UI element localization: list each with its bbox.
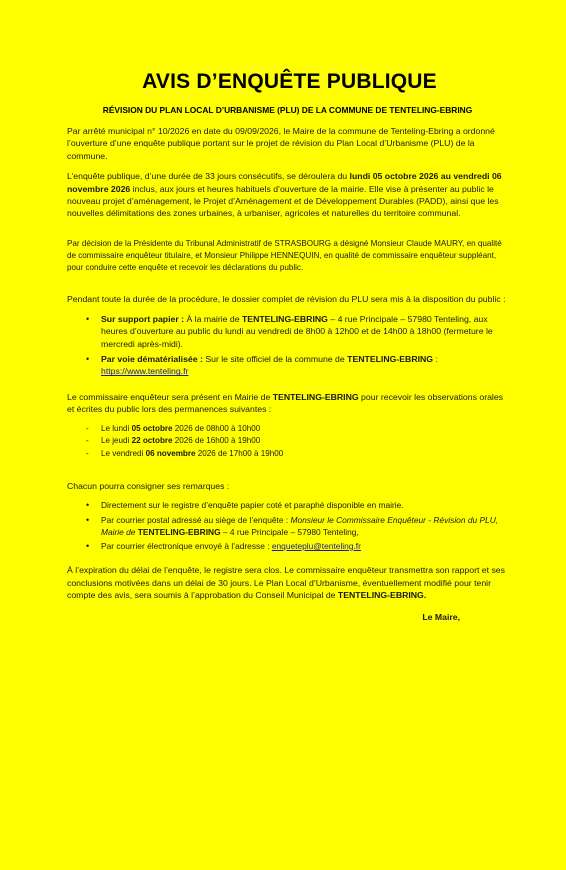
permanence-date: 22 octobre	[131, 436, 173, 446]
permanences-list	[67, 423, 508, 460]
support-item-paper	[101, 313, 508, 350]
conclusion-text: À l’expiration du délai de l’enquête, le registre sera clos. Le commissaire enquêteur transmettra son rapport et ses conclusions motivées dans un délai de 30 jours. Le Plan Local d’Urbanisme, éventuellement modifié pour tenir compte des avis, sera soumis à l’approbation du Conseil Municipal de	[67, 565, 505, 600]
list-item	[101, 423, 508, 435]
permanence-day: Le lundi	[101, 423, 132, 433]
paragraph-permanences	[67, 391, 508, 416]
support-digital-commune: TENTELING-EBRING	[347, 354, 434, 365]
support-digital-colon: :	[433, 354, 438, 365]
permanence-hours: 2026 de 17h00 à 19h00	[195, 448, 284, 458]
support-paper-hours: – 4 rue Principale – 57980 Tenteling, aux heures d’ouverture au public du lundi au vendredi de 8h00 à 12h00 et de 14h00 à 18h00 (fermeture le mercredi après-midi).	[101, 313, 493, 349]
email-link[interactable]: enqueteplu@tenteling.fr	[271, 540, 361, 551]
permanence-date: 05 octobre	[131, 423, 173, 433]
courrier-commune: TENTELING-EBRING	[137, 526, 221, 537]
permanence-day: Le jeudi	[101, 436, 132, 446]
duree-text-a: L’enquête publique, d’une durée de 33 jours consécutifs, se déroulera du	[67, 171, 350, 182]
notice-page	[0, 70, 566, 870]
permanence-date: 06 novembre	[145, 448, 196, 458]
list-item	[101, 435, 508, 447]
courrier-address: – 4 rue Principale – 57980 Tenteling,	[220, 526, 359, 537]
duree-text-c: inclus, aux jours et heures habituels d’ouverture de la mairie. Elle vise à présenter au public le nouveau projet d’aménagement, le Projet d’Aménagement et de Développement Durables (PADD), ainsi que les nouvelles délimitations des zones urbaines, à urbaniser, agricoles et naturelles du territoire communal.	[67, 183, 499, 219]
remarques-list	[67, 499, 508, 552]
support-digital-text: Sur le site officiel de la commune de	[202, 354, 348, 365]
paragraph-dossier: Pendant toute la durée de la procédure, le dossier complet de révision du PLU sera mis à la disposition du public :	[67, 294, 506, 305]
permanence-hours: 2026 de 16h00 à 19h00	[172, 436, 261, 446]
paragraph-remarques: Chacun pourra consigner ses remarques :	[67, 480, 230, 491]
remarque-email	[101, 540, 508, 552]
courrier-recipient: Monsieur le Commissaire Enquêteur - Révision du PLU, Mairie de	[101, 514, 499, 537]
support-paper-commune: TENTELING-EBRING	[241, 313, 328, 324]
list-item	[101, 448, 508, 460]
signature: Le Maire,	[422, 612, 460, 623]
conclusion-commune: TENTELING-EBRING.	[337, 589, 427, 600]
remarque-courrier	[101, 514, 508, 538]
permanences-text-a: Le commissaire enquêteur sera présent en Mairie de	[67, 391, 273, 402]
permanences-commune: TENTELING-EBRING	[272, 391, 359, 402]
duree-dates: lundi 05 octobre 2026 au vendredi 06 novembre 2026	[67, 171, 502, 194]
notice-subtitle: RÉVISION DU PLAN LOCAL D’URBANISME (PLU) DE LA COMMUNE DE TENTELING-EBRING	[102, 105, 473, 115]
email-text: Par courrier électronique envoyé à l’adresse :	[101, 540, 272, 551]
permanences-text-c: pour recevoir les observations orales et écrites du public lors des permanences suivantes :	[67, 391, 504, 415]
paragraph-duree	[67, 170, 508, 220]
support-list	[67, 313, 508, 378]
support-paper-label: Sur support papier :	[101, 313, 185, 324]
paragraph-arrete: Par arrêté municipal n° 10/2026 en date du 09/09/2026, le Maire de la commune de Tenteling-Ebring a ordonné l’ouverture d’une enquête publique portant sur le projet de révision du Plan Local d’Urbanisme (PLU) de la commune.	[67, 126, 495, 161]
support-item-digital	[101, 353, 508, 378]
remarque-registre: • Directement sur le registre d’enquête papier coté et paraphé disponible en mairie.	[101, 499, 508, 511]
permanence-hours: 2026 de 08h00 à 10h00	[172, 423, 261, 433]
support-paper-text: À la mairie de	[184, 313, 242, 324]
commune-website-link[interactable]: https://www.tenteling.fr	[101, 366, 189, 377]
permanence-day: Le vendredi	[101, 448, 146, 458]
support-digital-label: Par voie dématérialisée :	[101, 354, 203, 365]
courrier-text: Par courrier postal adressé au siège de l’enquête :	[101, 514, 291, 525]
paragraph-conclusion	[67, 564, 508, 601]
paragraph-commissaire: Par décision de la Présidente du Tribunal Administratif de STRASBOURG a désigné Monsieur Claude MAURY, en qualité de commissaire enquêteur titulaire, et Monsieur Philippe HENNEQUIN, en qualité de commissaire enquêteur suppléant, pour conduire cette enquête et recevoir les déclarations du public.	[67, 238, 502, 273]
notice-title: AVIS D’ENQUÊTE PUBLIQUE	[142, 70, 437, 93]
